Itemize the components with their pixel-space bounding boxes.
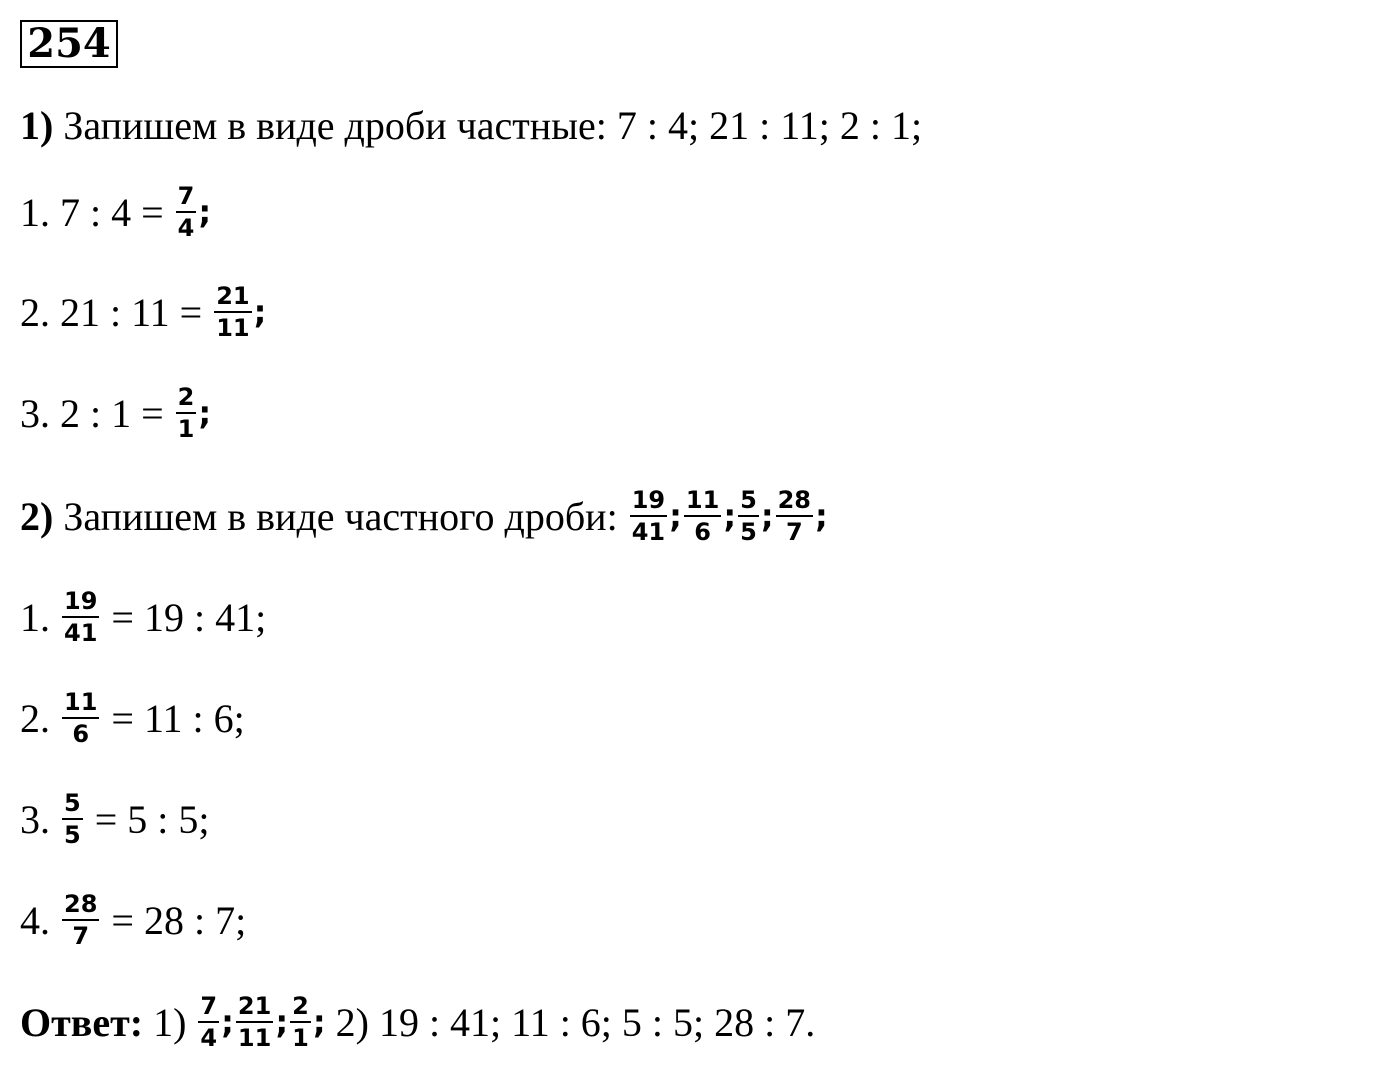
part2-heading-line <box>20 481 828 551</box>
fraction <box>62 588 99 646</box>
part1-item-2 <box>20 277 266 347</box>
fraction <box>738 487 759 545</box>
part2-item-1 <box>20 582 266 652</box>
denominator: 6 <box>694 518 711 546</box>
part1-marker: 1) <box>20 102 54 148</box>
denominator: 11 <box>237 1024 272 1052</box>
denominator: 6 <box>72 720 90 748</box>
numerator: 11 <box>62 689 99 719</box>
semicolon: ; <box>723 497 737 535</box>
semicolon: ; <box>312 1003 326 1041</box>
numerator: 2 <box>290 993 311 1023</box>
part2-item-3 <box>20 784 210 854</box>
numerator: 19 <box>62 588 99 618</box>
denominator: 41 <box>64 619 98 647</box>
fraction <box>62 891 99 949</box>
semicolon: ; <box>760 497 774 535</box>
equation-rhs: = 11 : 6; <box>101 695 245 741</box>
denominator: 4 <box>177 214 195 242</box>
numerator: 21 <box>214 283 251 313</box>
answer-line <box>20 987 815 1057</box>
item-prefix: 2. <box>20 695 60 741</box>
numerator: 28 <box>62 891 99 921</box>
item-prefix: 1. <box>20 594 60 640</box>
semicolon: ; <box>815 497 828 535</box>
denominator: 7 <box>72 922 90 950</box>
semicolon: ; <box>198 193 212 231</box>
numerator: 21 <box>236 993 273 1023</box>
fraction <box>630 487 667 545</box>
denominator: 41 <box>631 518 666 546</box>
denominator: 5 <box>740 518 757 546</box>
fraction <box>214 283 251 341</box>
semicolon: ; <box>198 394 212 432</box>
semicolon: ; <box>275 1003 289 1041</box>
equation-lhs: 1. 7 : 4 = <box>20 189 174 235</box>
part1-heading-line <box>20 90 922 160</box>
equation-rhs: = 28 : 7; <box>101 897 247 943</box>
part1-item-3 <box>20 378 211 448</box>
numerator: 2 <box>176 384 197 414</box>
denominator: 1 <box>177 415 195 443</box>
equation-lhs: 3. 2 : 1 = <box>20 390 174 436</box>
part2-marker: 2) <box>20 493 54 539</box>
answer-label: Ответ: <box>20 999 144 1045</box>
item-prefix: 3. <box>20 796 60 842</box>
semicolon: ; <box>669 497 682 535</box>
answer-part2-text: 2) 19 : 41; 11 : 6; 5 : 5; 28 : 7. <box>325 999 816 1045</box>
equation-rhs: = 5 : 5; <box>84 796 210 842</box>
equation-lhs: 2. 21 : 11 = <box>20 289 213 335</box>
part2-item-4 <box>20 885 246 955</box>
fraction <box>176 183 197 241</box>
part2-item-2 <box>20 683 245 753</box>
numerator: 5 <box>738 487 759 517</box>
part1-heading: Запишем в виде дроби частные: 7 : 4; 21 : 11; 2 : 1; <box>53 102 923 148</box>
numerator: 5 <box>62 790 83 820</box>
semicolon: ; <box>221 1003 234 1041</box>
denominator: 7 <box>785 518 803 546</box>
part1-item-1 <box>20 177 211 247</box>
fraction <box>176 384 197 442</box>
task-number: 254 <box>27 20 111 67</box>
numerator: 28 <box>776 487 813 517</box>
denominator: 11 <box>216 314 250 342</box>
numerator: 19 <box>630 487 667 517</box>
denominator: 4 <box>200 1024 218 1052</box>
equation-rhs: = 19 : 41; <box>101 594 267 640</box>
fraction <box>62 790 83 848</box>
fraction <box>236 993 273 1051</box>
part2-heading: Запишем в виде частного дроби: <box>53 493 628 539</box>
semicolon: ; <box>253 293 267 331</box>
fraction <box>290 993 311 1051</box>
denominator: 1 <box>292 1024 309 1052</box>
task-number-box <box>20 20 118 68</box>
denominator: 5 <box>64 821 81 849</box>
numerator: 11 <box>684 487 721 517</box>
fraction <box>776 487 813 545</box>
numerator: 7 <box>176 183 197 213</box>
answer-part1-label: 1) <box>143 999 197 1045</box>
fraction <box>684 487 721 545</box>
fraction <box>62 689 99 747</box>
numerator: 7 <box>198 993 219 1023</box>
fraction <box>198 993 219 1051</box>
item-prefix: 4. <box>20 897 60 943</box>
